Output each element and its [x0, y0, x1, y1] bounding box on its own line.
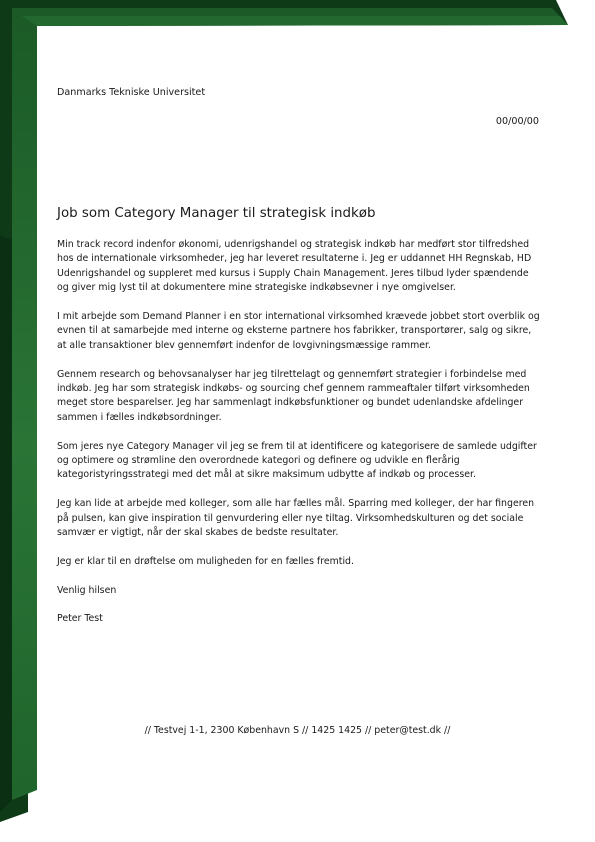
paragraph-closing: Jeg er klar til en drøftelse om muligheden for en fælles fremtid.	[57, 555, 354, 567]
signature-name: Peter Test	[57, 613, 103, 625]
paragraph-strategy: Gennem research og behovsanalyser har jeg tilrettelagt og gennemført strategier i forbindelse med indkøb. Jeg har som strategisk indkøbs- og sourcing chef gennem rammeaftaler tilført virksomheden meget store besparelser. Jeg har sammenlagt indkøbsfunktioner og bundet udenlandske afdelinger sammen i fælles indkøbsordninger.	[57, 368, 530, 423]
letter-body	[57, 238, 542, 641]
frame-left-band	[12, 8, 37, 800]
paragraph-role: Som jeres nye Category Manager vil jeg se frem til at identificere og kategorisere de samlede udgifter og optimere og strømline den overordnede kategori og definere og udvikle en flerårig kategoristyringsstrategi med det mål at sikre maksimum udbytte af indkøb og processer.	[57, 440, 537, 481]
paragraph-collaboration: Jeg kan lide at arbejde med kolleger, som alle har fælles mål. Sparring med kolleger, der har fingeren på pulsen, kan give inspiration til genvurdering eller nye tiltag. Virksomhedskulturen og det sociale samvær er vigtigt, når der skal skabes de bedste resultater.	[57, 498, 535, 539]
letter-subject: Job som Category Manager til strategisk indkøb	[57, 206, 376, 221]
paragraph-intro: Min track record indenfor økonomi, udenrigshandel og strategisk indkøb har medført stor tilfredshed hos de internationale virksomheder, jeg har leveret resultaterne i. Jeg er uddannet HH Regnskab, HD Udenrigshandel og suppleret med kursus i Supply Chain Management. Jeres tilbud lyder spændende og giver mig lyst til at dokumentere mine strategiske indkøbsevner i nye omgivelser.	[57, 239, 532, 294]
letter-date: 00/00/00	[495, 116, 539, 127]
paragraph-experience: I mit arbejde som Demand Planner i en stor international virksomhed krævede jobbet stort overblik og evnen til at samarbejde med interne og eksterne partnere hos fabrikker, transportører, salg og sikre, at alle transaktioner blev gennemført indenfor de lovgivningsmæssige rammer.	[57, 311, 540, 351]
frame-top-accent	[22, 16, 568, 26]
contact-footer: // Testvej 1-1, 2300 København S // 1425 1425 // peter@test.dk //	[144, 725, 451, 736]
sign-off: Venlig hilsen	[57, 584, 117, 596]
recipient-name: Danmarks Tekniske Universitet	[57, 87, 206, 98]
